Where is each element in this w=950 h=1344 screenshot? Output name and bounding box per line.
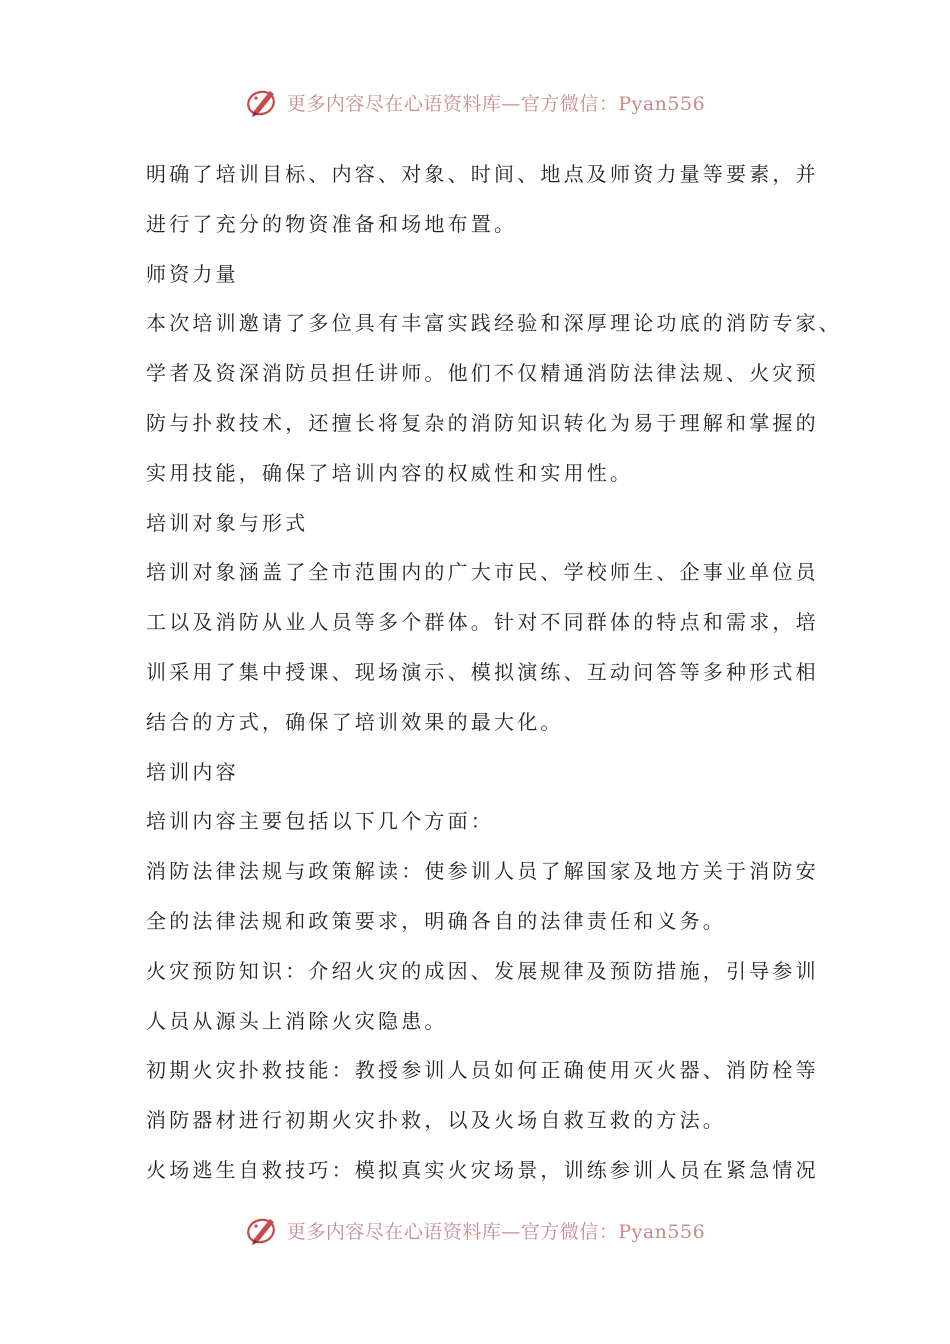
text-line: 人员从源头上消除火灾隐患。 [146,1008,448,1033]
document-body [146,150,842,1196]
text-line: 学者及资深消防员担任讲师。他们不仅精通消防法律法规、火灾预 [146,361,819,386]
text-line: 防与扑救技术，还擅长将复杂的消防知识转化为易于理解和掌握的 [146,410,819,435]
text-line: 消防器材进行初期火灾扑救，以及火场自救互救的方法。 [146,1108,726,1133]
header-banner-text: 更多内容尽在心语资料库—官方微信：Pyan556 [286,92,706,115]
text-line: 培训内容主要包括以下几个方面： [146,809,494,834]
section-heading-faculty: 师资力量 [146,261,239,286]
pen-logo-icon [245,1212,281,1248]
footer-banner-inner [245,1212,705,1248]
text-line: 培训对象涵盖了全市范围内的广大市民、学校师生、企事业单位员 [146,560,819,585]
header-banner-inner [245,84,705,120]
text-line: 训采用了集中授课、现场演示、模拟演练、互动问答等多种形式相 [146,659,819,684]
text-line: 进行了充分的物资准备和场地布置。 [146,211,518,236]
footer-banner-text: 更多内容尽在心语资料库—官方微信：Pyan556 [286,1220,706,1243]
text-line: 实用技能，确保了培训内容的权威性和实用性。 [146,460,634,485]
text-line: 火场逃生自救技巧：模拟真实火灾场景，训练参训人员在紧急情况 [146,1157,819,1182]
text-line: 结合的方式，确保了培训效果的最大化。 [146,709,564,734]
text-line: 全的法律法规和政策要求，明确各自的法律责任和义务。 [146,908,726,933]
text-line: 本次培训邀请了多位具有丰富实践经验和深厚理论功底的消防专家、 [146,311,842,336]
header-banner [0,82,950,122]
pen-logo-icon [245,84,281,120]
text-line: 火灾预防知识：介绍火灾的成因、发展规律及预防措施，引导参训 [146,958,819,983]
section-heading-audience: 培训对象与形式 [146,510,309,535]
footer-banner [0,1210,950,1250]
text-line: 工以及消防从业人员等多个群体。针对不同群体的特点和需求，培 [146,610,819,635]
text-line: 初期火灾扑救技能：教授参训人员如何正确使用灭火器、消防栓等 [146,1058,819,1083]
text-line: 消防法律法规与政策解读：使参训人员了解国家及地方关于消防安 [146,859,819,884]
section-heading-content: 培训内容 [146,759,239,784]
text-line: 明确了培训目标、内容、对象、时间、地点及师资力量等要素，并 [146,162,819,186]
